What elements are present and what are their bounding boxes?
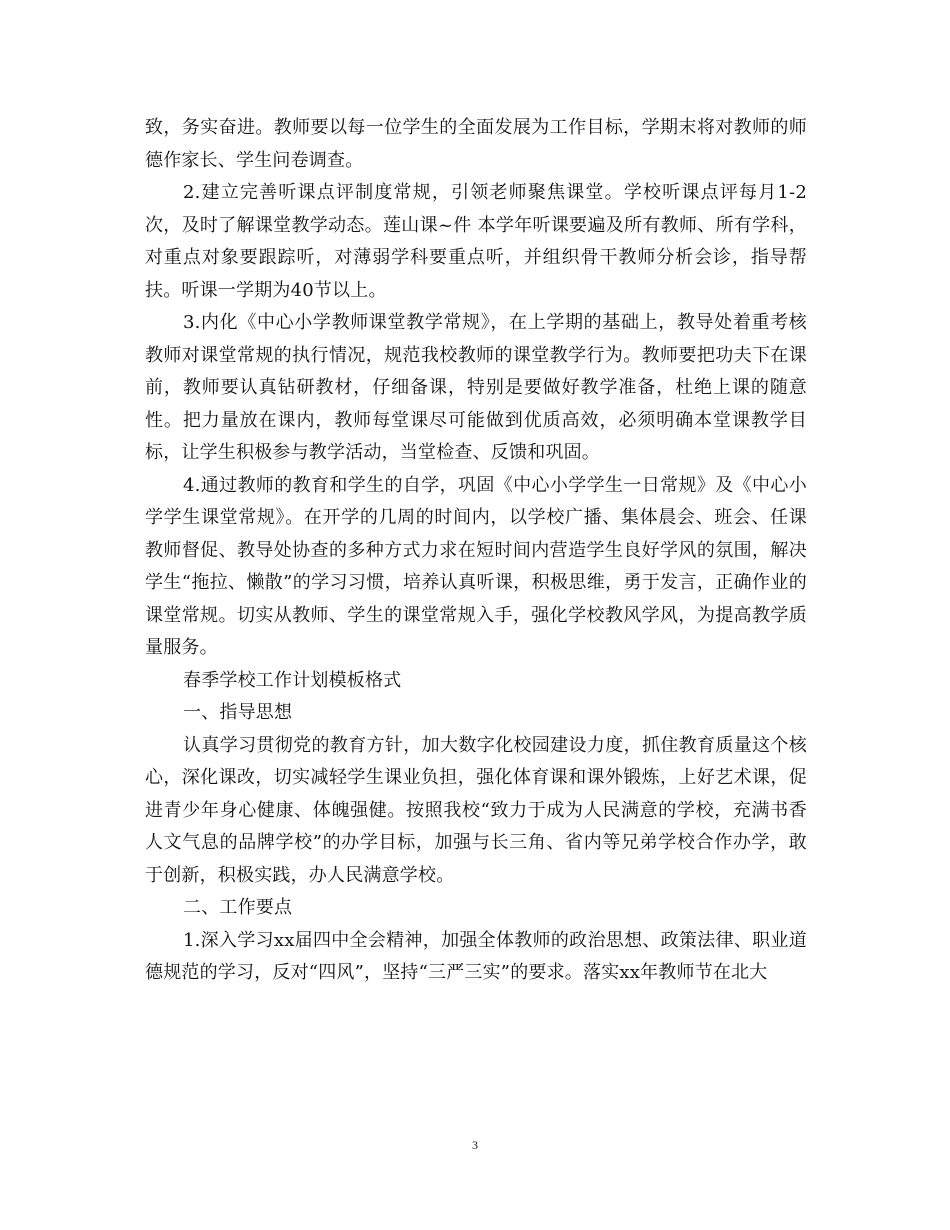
paragraph-guiding-ideology: 认真学习贯彻党的教育方针，加大数字化校园建设力度，抓住教育质量这个核心，深化课改，切实减轻学生课业负担，强化体育课和课外锻炼，上好艺术课，促进青少年身心健康、体魄强健。按照我校“致力于成为人民满意的学校，充满书香人文气息的品牌学校”的办学目标，加强与长三角、省内等兄弟学校合作办学，敢于创新，积极实践，办人民满意学校。: [145, 734, 807, 886]
paragraph-1: 致，务实奋进。教师要以每一位学生的全面发展为工作目标，学期末将对教师的师德作家长、学生问卷调查。: [145, 117, 807, 171]
paragraph-4: 4.通过教师的教育和学生的自学，巩固《中心小学学生一日常规》及《中心小学学生课堂常规》。在开学的几周的时间内，以学校广播、集体晨会、班会、任课教师督促、教导处协查的多种方式力求在短时间内营造学生良好学风的氛围，解决学生“拖拉、懒散”的学习习惯，培养认真听课，积极思维，勇于发言，正确作业的课堂常规。切实从教师、学生的课堂常规入手，强化学校教风学风，为提高教学质量服务。: [145, 474, 807, 658]
page-number: 3: [472, 1138, 478, 1152]
paragraph-work-point-1: 1.深入学习xx届四中全会精神，加强全体教师的政治思想、政策法律、职业道德规范的学习，反对“四风”，坚持“三严三实”的要求。落实xx年教师节在北大: [145, 929, 807, 983]
paragraph-2: 2.建立完善听课点评制度常规，引领老师聚焦课堂。学校听课点评每月1-2次，及时了解课堂教学动态。莲山课~件 本学年听课要遍及所有教师、所有学科，对重点对象要跟踪听，对薄弱学科要重点听，并组织骨干教师分析会诊，指导帮扶。听课一学期为40节以上。: [145, 182, 807, 301]
paragraph-3: 3.内化《中心小学教师课堂教学常规》，在上学期的基础上，教导处着重考核教师对课堂常规的执行情况，规范我校教师的课堂教学行为。教师要把功夫下在课前，教师要认真钻研教材，仔细备课，特别是要做好教学准备，杜绝上课的随意性。把力量放在课内，教师每堂课尽可能做到优质高效，必须明确本堂课教学目标，让学生积极参与教学活动，当堂检查、反馈和巩固。: [145, 312, 807, 463]
heading-guiding-ideology: 一、指导思想: [183, 702, 293, 723]
document-body: [145, 112, 807, 990]
section-title: 春季学校工作计划模板格式: [183, 669, 402, 691]
heading-work-points: 二、工作要点: [183, 897, 293, 918]
